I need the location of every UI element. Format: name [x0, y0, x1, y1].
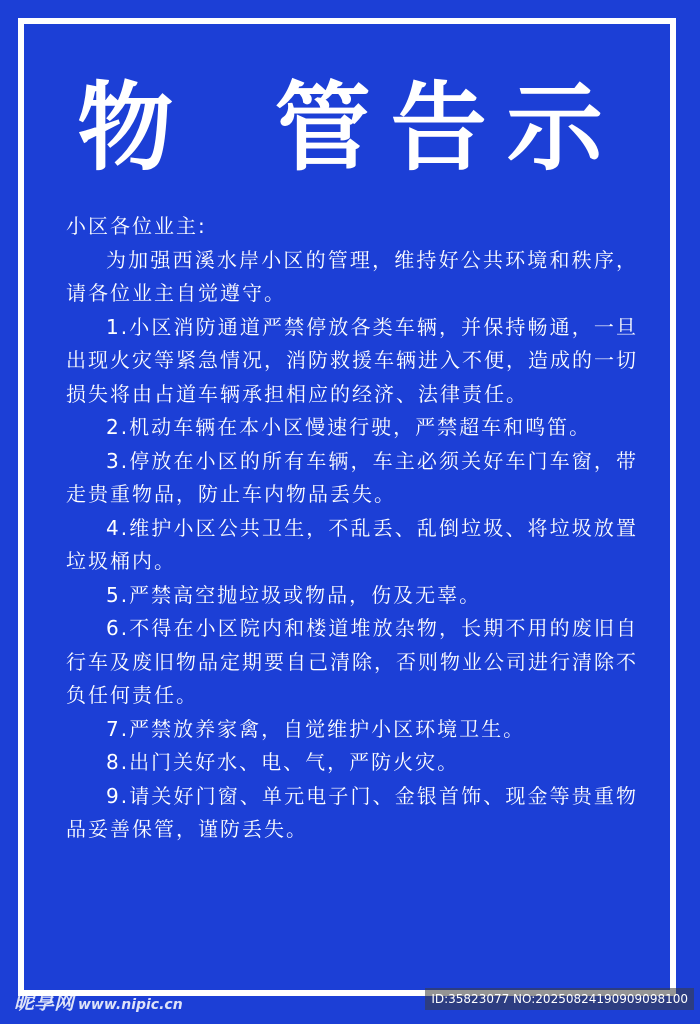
image-id-badge: ID:35823077 NO:20250824190909098100: [425, 988, 694, 1010]
site-watermark-name: 昵享网: [14, 990, 74, 1014]
notice-intro: 为加强西溪水岸小区的管理，维持好公共环境和秩序，请各位业主自觉遵守。: [66, 247, 638, 305]
notice-rule-1: 1.小区消防通道严禁停放各类车辆，并保持畅通，一旦出现火灾等紧急情况，消防救援车辆进入不便，造成的一切损失将由占道车辆承担相应的经济、法律责任。: [66, 314, 638, 406]
notice-rule-3: 3.停放在小区的所有车辆，车主必须关好车门车窗，带走贵重物品，防止车内物品丢失。: [66, 448, 638, 506]
notice-rule-9: 9.请关好门窗、单元电子门、金银首饰、现金等贵重物品妥善保管，谨防丢失。: [66, 783, 638, 841]
notice-rule-4: 4.维护小区公共卫生，不乱丢、乱倒垃圾、将垃圾放置垃圾桶内。: [66, 515, 638, 573]
notice-rule-7: 7.严禁放养家禽，自觉维护小区环境卫生。: [106, 716, 526, 741]
notice-greeting: 小区各位业主:: [66, 214, 207, 238]
site-watermark: [14, 986, 183, 1015]
notice-title: 物 管告示: [77, 72, 623, 184]
notice-body: [66, 210, 638, 847]
notice-rule-2: 2.机动车辆在本小区慢速行驶，严禁超车和鸣笛。: [106, 415, 592, 439]
notice-rule-5: 5.严禁高空抛垃圾或物品，伤及无辜。: [106, 582, 482, 607]
notice-rule-8: 8.出门关好水、电、气，严防火灾。: [106, 750, 460, 774]
notice-rule-6: 6.不得在小区院内和楼道堆放杂物，长期不用的废旧自行车及废旧物品定期要自己清除，否则物业公司进行清除不负任何责任。: [66, 616, 638, 707]
site-watermark-domain: www.nipic.cn: [78, 997, 183, 1013]
